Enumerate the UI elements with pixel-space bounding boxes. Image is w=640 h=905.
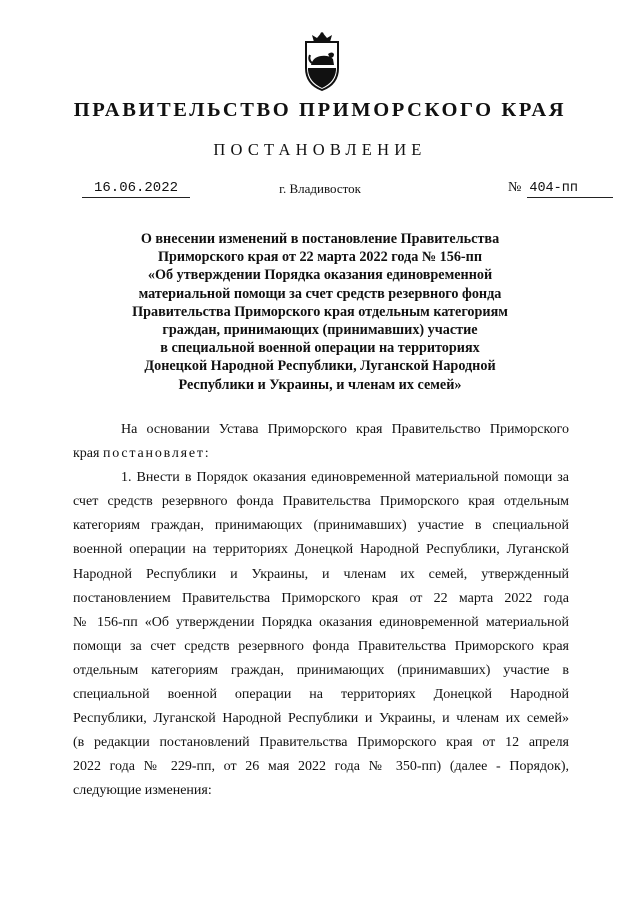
paragraph-line: 2022 года № 229-пп, от 26 мая 2022 года № 350-пп) (далее - Порядок), xyxy=(73,759,569,775)
number-sign: № xyxy=(508,180,522,195)
subject-line: материальной помощи за счет средств резервного фонда xyxy=(138,285,502,302)
paragraph-line: счет средств резервного фонда Правительства Приморского края отдельным xyxy=(73,494,569,510)
paragraph-line: отдельным категориям граждан, принимающих (принимавших) участие в xyxy=(73,662,569,678)
document-date: 16.06.2022 xyxy=(82,180,190,198)
paragraph-line: Народной Республики и Украины, и членам их семей, утвержденный xyxy=(73,566,569,582)
paragraph-line: 1. Внести в Порядок оказания единовременной материальной помощи за xyxy=(121,470,569,486)
document-type: ПОСТАНОВЛЕНИЕ xyxy=(213,140,427,159)
subject-line: Донецкой Народной Республики, Луганской Народной xyxy=(144,358,496,375)
paragraph-line xyxy=(73,442,569,466)
document-subject xyxy=(80,230,560,394)
paragraph-line: Республики, Луганской Народной Республики и Украины, и членам их семей» xyxy=(73,711,569,727)
paragraph-line: На основании Устава Приморского края Правительство Приморского xyxy=(121,422,569,437)
subject-line: Республики и Украины, и членам их семей» xyxy=(178,376,462,393)
subject-line: в специальной военной операции на территориях xyxy=(160,340,480,357)
coat-of-arms-icon xyxy=(299,30,345,92)
text-fragment: края xyxy=(73,446,100,462)
document-body xyxy=(73,418,569,804)
subject-line: граждан, принимающих (принимавших) участие xyxy=(162,322,478,339)
paragraph-line: № 156-пп «Об утверждении Порядка оказания единовременной материальной xyxy=(73,614,569,630)
paragraph-line: военной операции на территориях Донецкой Народной Республики, Луганской xyxy=(73,542,569,558)
subject-line: О внесении изменений в постановление Правительства xyxy=(140,231,500,247)
paragraph-line: категориям граждан, принимающих (принимавших) участие в специальной xyxy=(73,518,569,534)
paragraph-line: постановлением Правительства Приморского края от 22 марта 2022 года xyxy=(73,590,569,606)
subject-line: Правительства Приморского края отдельным категориям xyxy=(132,303,508,320)
paragraph-line: специальной военной операции на территориях Донецкой Народной xyxy=(73,687,569,703)
subject-line: Приморского края от 22 марта 2022 года № 156-пп xyxy=(157,249,483,266)
paragraph-line: (в редакции постановлений Правительства Приморского края от 12 апреля xyxy=(73,735,569,751)
government-name: ПРАВИТЕЛЬСТВО ПРИМОРСКОГО КРАЯ xyxy=(73,99,567,121)
document-city: г. Владивосток xyxy=(279,181,361,196)
subject-line: «Об утверждении Порядка оказания единовременной xyxy=(147,267,493,284)
paragraph-line: помощи за счет средств резервного фонда Правительства Приморского края xyxy=(73,638,569,654)
document-number xyxy=(508,179,613,198)
number-value: 404-пп xyxy=(527,180,613,198)
paragraph-line: следующие изменения: xyxy=(73,783,212,799)
resolution-word: постановляет: xyxy=(102,446,211,462)
